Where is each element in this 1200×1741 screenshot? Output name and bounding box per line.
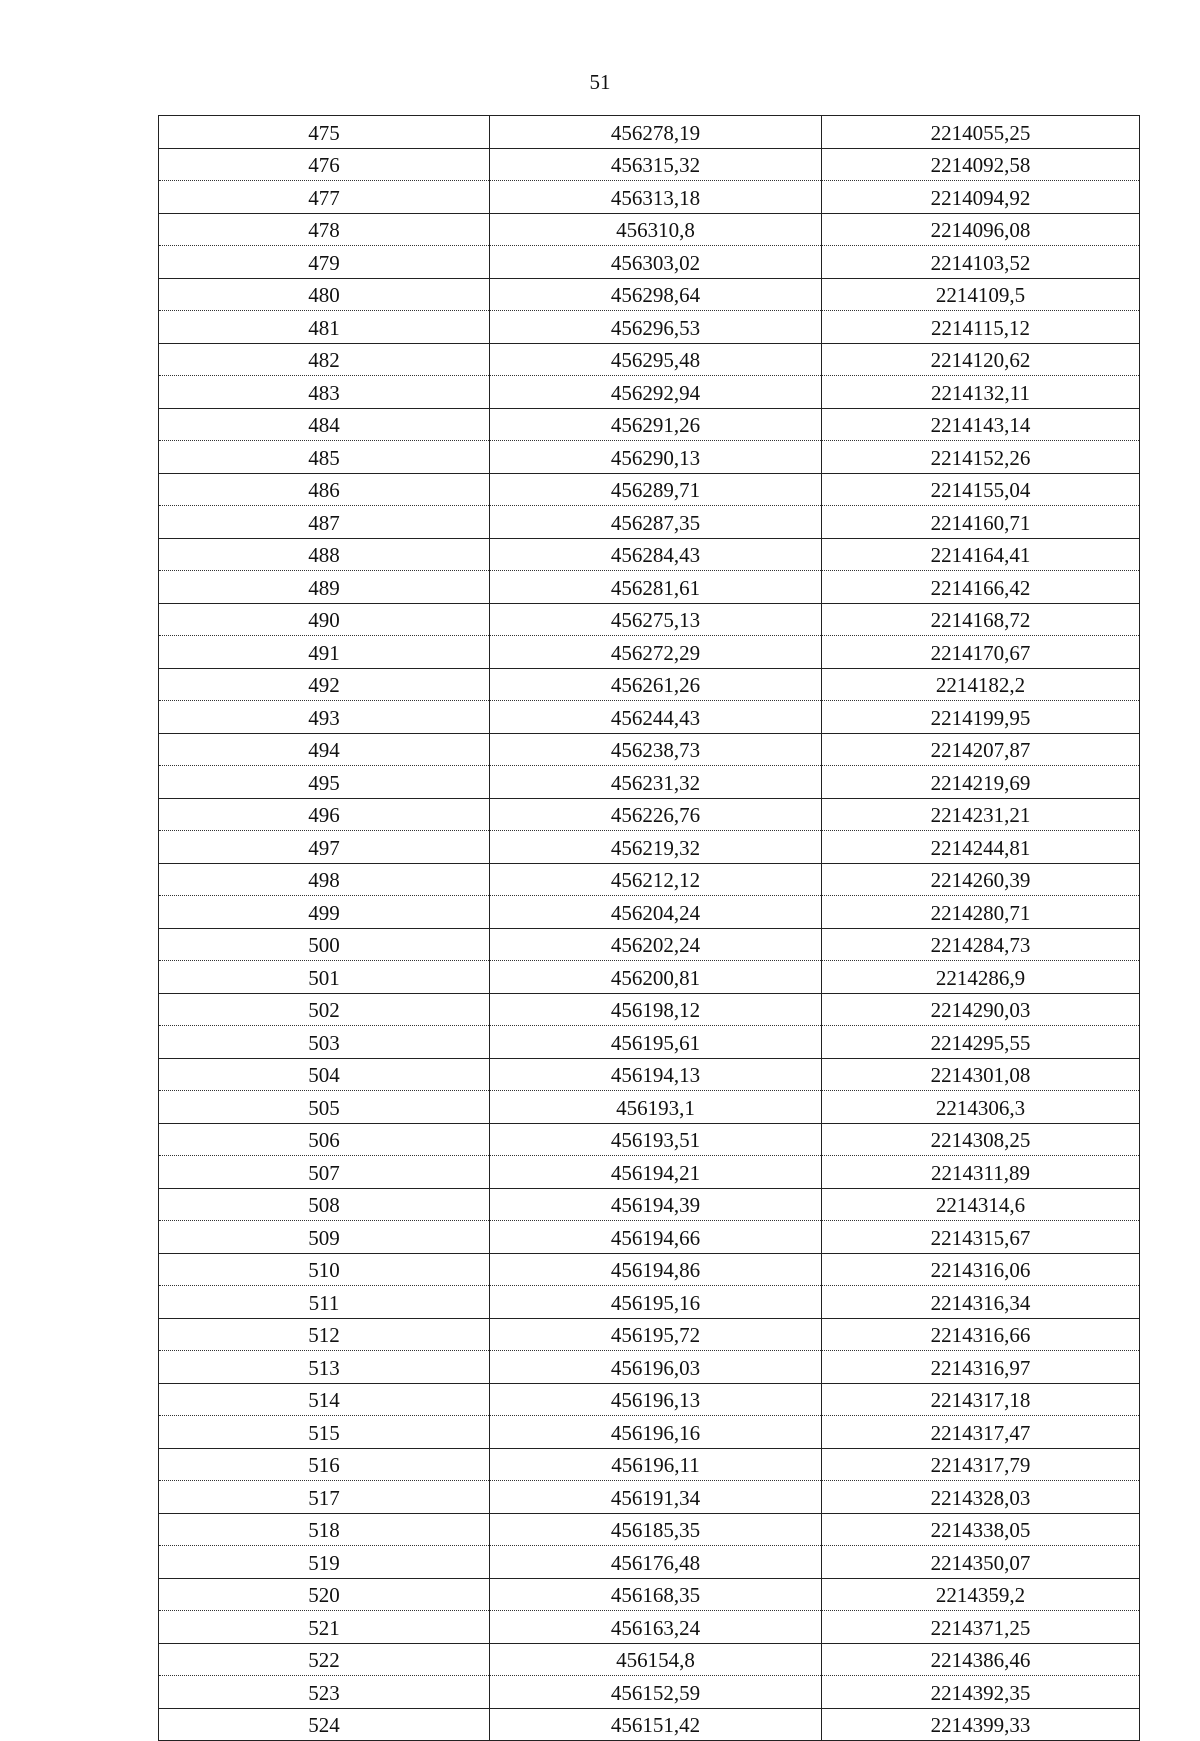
- x-coordinate-cell: 456275,13: [490, 603, 822, 636]
- y-coordinate-cell: 2214311,89: [822, 1156, 1140, 1189]
- y-coordinate-cell: 2214308,25: [822, 1123, 1140, 1156]
- x-coordinate-cell: 456281,61: [490, 571, 822, 604]
- table-row: [159, 1026, 1140, 1059]
- table-row: [159, 1188, 1140, 1221]
- point-number-cell: 475: [159, 116, 490, 149]
- table-row: [159, 1351, 1140, 1384]
- x-coordinate-cell: 456202,24: [490, 928, 822, 961]
- point-number-cell: 487: [159, 506, 490, 539]
- y-coordinate-cell: 2214168,72: [822, 603, 1140, 636]
- y-coordinate-cell: 2214317,47: [822, 1416, 1140, 1449]
- x-coordinate-cell: 456289,71: [490, 473, 822, 506]
- y-coordinate-cell: 2214199,95: [822, 701, 1140, 734]
- table-row: [159, 1318, 1140, 1351]
- x-coordinate-cell: 456226,76: [490, 798, 822, 831]
- point-number-cell: 486: [159, 473, 490, 506]
- x-coordinate-cell: 456151,42: [490, 1708, 822, 1741]
- point-number-cell: 518: [159, 1513, 490, 1546]
- point-number-cell: 506: [159, 1123, 490, 1156]
- x-coordinate-cell: 456303,02: [490, 246, 822, 279]
- table-row: [159, 116, 1140, 149]
- x-coordinate-cell: 456196,16: [490, 1416, 822, 1449]
- table-row: [159, 798, 1140, 831]
- table-row: [159, 311, 1140, 344]
- x-coordinate-cell: 456198,12: [490, 993, 822, 1026]
- table-row: [159, 1708, 1140, 1741]
- point-number-cell: 510: [159, 1253, 490, 1286]
- point-number-cell: 507: [159, 1156, 490, 1189]
- y-coordinate-cell: 2214055,25: [822, 116, 1140, 149]
- table-row: [159, 408, 1140, 441]
- point-number-cell: 476: [159, 148, 490, 181]
- point-number-cell: 505: [159, 1091, 490, 1124]
- x-coordinate-cell: 456238,73: [490, 733, 822, 766]
- point-number-cell: 484: [159, 408, 490, 441]
- x-coordinate-cell: 456193,1: [490, 1091, 822, 1124]
- table-row: [159, 1383, 1140, 1416]
- point-number-cell: 502: [159, 993, 490, 1026]
- table-row: [159, 181, 1140, 214]
- y-coordinate-cell: 2214392,35: [822, 1676, 1140, 1709]
- x-coordinate-cell: 456154,8: [490, 1643, 822, 1676]
- table-row: [159, 1578, 1140, 1611]
- point-number-cell: 514: [159, 1383, 490, 1416]
- x-coordinate-cell: 456313,18: [490, 181, 822, 214]
- x-coordinate-cell: 456212,12: [490, 863, 822, 896]
- point-number-cell: 508: [159, 1188, 490, 1221]
- table-row: [159, 766, 1140, 799]
- coordinates-table: [158, 115, 1140, 1741]
- page-number: 51: [589, 70, 611, 94]
- table-row: [159, 343, 1140, 376]
- y-coordinate-cell: 2214092,58: [822, 148, 1140, 181]
- y-coordinate-cell: 2214143,14: [822, 408, 1140, 441]
- x-coordinate-cell: 456287,35: [490, 506, 822, 539]
- table-row: [159, 1643, 1140, 1676]
- table-row: [159, 896, 1140, 929]
- point-number-cell: 493: [159, 701, 490, 734]
- point-number-cell: 524: [159, 1708, 490, 1741]
- point-number-cell: 515: [159, 1416, 490, 1449]
- table-row: [159, 1416, 1140, 1449]
- point-number-cell: 521: [159, 1611, 490, 1644]
- y-coordinate-cell: 2214306,3: [822, 1091, 1140, 1124]
- x-coordinate-cell: 456284,43: [490, 538, 822, 571]
- table-row: [159, 278, 1140, 311]
- table-row: [159, 1221, 1140, 1254]
- x-coordinate-cell: 456194,39: [490, 1188, 822, 1221]
- point-number-cell: 481: [159, 311, 490, 344]
- point-number-cell: 509: [159, 1221, 490, 1254]
- y-coordinate-cell: 2214359,2: [822, 1578, 1140, 1611]
- point-number-cell: 488: [159, 538, 490, 571]
- point-number-cell: 499: [159, 896, 490, 929]
- y-coordinate-cell: 2214371,25: [822, 1611, 1140, 1644]
- point-number-cell: 482: [159, 343, 490, 376]
- y-coordinate-cell: 2214314,6: [822, 1188, 1140, 1221]
- point-number-cell: 497: [159, 831, 490, 864]
- y-coordinate-cell: 2214219,69: [822, 766, 1140, 799]
- table-row: [159, 603, 1140, 636]
- y-coordinate-cell: 2214120,62: [822, 343, 1140, 376]
- x-coordinate-cell: 456194,21: [490, 1156, 822, 1189]
- table-row: [159, 376, 1140, 409]
- table-row: [159, 831, 1140, 864]
- table-row: [159, 441, 1140, 474]
- y-coordinate-cell: 2214170,67: [822, 636, 1140, 669]
- table-row: [159, 668, 1140, 701]
- y-coordinate-cell: 2214182,2: [822, 668, 1140, 701]
- y-coordinate-cell: 2214207,87: [822, 733, 1140, 766]
- point-number-cell: 498: [159, 863, 490, 896]
- x-coordinate-cell: 456231,32: [490, 766, 822, 799]
- table-row: [159, 1546, 1140, 1579]
- point-number-cell: 494: [159, 733, 490, 766]
- y-coordinate-cell: 2214295,55: [822, 1026, 1140, 1059]
- point-number-cell: 517: [159, 1481, 490, 1514]
- point-number-cell: 503: [159, 1026, 490, 1059]
- table-row: [159, 1611, 1140, 1644]
- point-number-cell: 523: [159, 1676, 490, 1709]
- y-coordinate-cell: 2214301,08: [822, 1058, 1140, 1091]
- table-row: [159, 961, 1140, 994]
- y-coordinate-cell: 2214280,71: [822, 896, 1140, 929]
- table-row: [159, 1091, 1140, 1124]
- point-number-cell: 491: [159, 636, 490, 669]
- x-coordinate-cell: 456291,26: [490, 408, 822, 441]
- x-coordinate-cell: 456244,43: [490, 701, 822, 734]
- point-number-cell: 483: [159, 376, 490, 409]
- y-coordinate-cell: 2214260,39: [822, 863, 1140, 896]
- y-coordinate-cell: 2214231,21: [822, 798, 1140, 831]
- x-coordinate-cell: 456310,8: [490, 213, 822, 246]
- point-number-cell: 485: [159, 441, 490, 474]
- table-row: [159, 1481, 1140, 1514]
- point-number-cell: 496: [159, 798, 490, 831]
- point-number-cell: 479: [159, 246, 490, 279]
- table-row: [159, 506, 1140, 539]
- point-number-cell: 512: [159, 1318, 490, 1351]
- x-coordinate-cell: 456295,48: [490, 343, 822, 376]
- y-coordinate-cell: 2214316,97: [822, 1351, 1140, 1384]
- x-coordinate-cell: 456298,64: [490, 278, 822, 311]
- y-coordinate-cell: 2214316,34: [822, 1286, 1140, 1319]
- y-coordinate-cell: 2214155,04: [822, 473, 1140, 506]
- table-row: [159, 701, 1140, 734]
- y-coordinate-cell: 2214094,92: [822, 181, 1140, 214]
- x-coordinate-cell: 456219,32: [490, 831, 822, 864]
- x-coordinate-cell: 456176,48: [490, 1546, 822, 1579]
- x-coordinate-cell: 456204,24: [490, 896, 822, 929]
- table-row: [159, 1123, 1140, 1156]
- table-row: [159, 1286, 1140, 1319]
- x-coordinate-cell: 456195,61: [490, 1026, 822, 1059]
- x-coordinate-cell: 456278,19: [490, 116, 822, 149]
- x-coordinate-cell: 456196,11: [490, 1448, 822, 1481]
- table-row: [159, 1253, 1140, 1286]
- x-coordinate-cell: 456194,13: [490, 1058, 822, 1091]
- x-coordinate-cell: 456194,66: [490, 1221, 822, 1254]
- y-coordinate-cell: 2214164,41: [822, 538, 1140, 571]
- y-coordinate-cell: 2214290,03: [822, 993, 1140, 1026]
- point-number-cell: 501: [159, 961, 490, 994]
- x-coordinate-cell: 456185,35: [490, 1513, 822, 1546]
- point-number-cell: 480: [159, 278, 490, 311]
- y-coordinate-cell: 2214096,08: [822, 213, 1140, 246]
- table-row: [159, 538, 1140, 571]
- x-coordinate-cell: 456296,53: [490, 311, 822, 344]
- x-coordinate-cell: 456292,94: [490, 376, 822, 409]
- y-coordinate-cell: 2214109,5: [822, 278, 1140, 311]
- point-number-cell: 478: [159, 213, 490, 246]
- y-coordinate-cell: 2214166,42: [822, 571, 1140, 604]
- y-coordinate-cell: 2214399,33: [822, 1708, 1140, 1741]
- table-row: [159, 473, 1140, 506]
- point-number-cell: 511: [159, 1286, 490, 1319]
- point-number-cell: 513: [159, 1351, 490, 1384]
- table-row: [159, 148, 1140, 181]
- y-coordinate-cell: 2214132,11: [822, 376, 1140, 409]
- table-row: [159, 1156, 1140, 1189]
- y-coordinate-cell: 2214115,12: [822, 311, 1140, 344]
- y-coordinate-cell: 2214103,52: [822, 246, 1140, 279]
- point-number-cell: 495: [159, 766, 490, 799]
- point-number-cell: 516: [159, 1448, 490, 1481]
- x-coordinate-cell: 456315,32: [490, 148, 822, 181]
- table-row: [159, 733, 1140, 766]
- x-coordinate-cell: 456200,81: [490, 961, 822, 994]
- table-row: [159, 1676, 1140, 1709]
- point-number-cell: 490: [159, 603, 490, 636]
- x-coordinate-cell: 456196,03: [490, 1351, 822, 1384]
- table-row: [159, 1058, 1140, 1091]
- table-row: [159, 1513, 1140, 1546]
- table-row: [159, 1448, 1140, 1481]
- table-row: [159, 993, 1140, 1026]
- table-row: [159, 213, 1140, 246]
- x-coordinate-cell: 456272,29: [490, 636, 822, 669]
- x-coordinate-cell: 456196,13: [490, 1383, 822, 1416]
- y-coordinate-cell: 2214316,06: [822, 1253, 1140, 1286]
- x-coordinate-cell: 456195,72: [490, 1318, 822, 1351]
- y-coordinate-cell: 2214317,79: [822, 1448, 1140, 1481]
- y-coordinate-cell: 2214286,9: [822, 961, 1140, 994]
- y-coordinate-cell: 2214328,03: [822, 1481, 1140, 1514]
- table-row: [159, 636, 1140, 669]
- x-coordinate-cell: 456261,26: [490, 668, 822, 701]
- x-coordinate-cell: 456195,16: [490, 1286, 822, 1319]
- y-coordinate-cell: 2214244,81: [822, 831, 1140, 864]
- table-row: [159, 571, 1140, 604]
- point-number-cell: 522: [159, 1643, 490, 1676]
- y-coordinate-cell: 2214350,07: [822, 1546, 1140, 1579]
- x-coordinate-cell: 456163,24: [490, 1611, 822, 1644]
- point-number-cell: 489: [159, 571, 490, 604]
- point-number-cell: 477: [159, 181, 490, 214]
- x-coordinate-cell: 456168,35: [490, 1578, 822, 1611]
- x-coordinate-cell: 456193,51: [490, 1123, 822, 1156]
- point-number-cell: 500: [159, 928, 490, 961]
- x-coordinate-cell: 456152,59: [490, 1676, 822, 1709]
- x-coordinate-cell: 456290,13: [490, 441, 822, 474]
- coordinates-table-body: [159, 116, 1140, 1741]
- x-coordinate-cell: 456191,34: [490, 1481, 822, 1514]
- point-number-cell: 520: [159, 1578, 490, 1611]
- x-coordinate-cell: 456194,86: [490, 1253, 822, 1286]
- table-row: [159, 246, 1140, 279]
- table-row: [159, 863, 1140, 896]
- y-coordinate-cell: 2214316,66: [822, 1318, 1140, 1351]
- y-coordinate-cell: 2214152,26: [822, 441, 1140, 474]
- point-number-cell: 492: [159, 668, 490, 701]
- y-coordinate-cell: 2214284,73: [822, 928, 1140, 961]
- y-coordinate-cell: 2214386,46: [822, 1643, 1140, 1676]
- y-coordinate-cell: 2214338,05: [822, 1513, 1140, 1546]
- point-number-cell: 504: [159, 1058, 490, 1091]
- y-coordinate-cell: 2214160,71: [822, 506, 1140, 539]
- point-number-cell: 519: [159, 1546, 490, 1579]
- y-coordinate-cell: 2214317,18: [822, 1383, 1140, 1416]
- table-row: [159, 928, 1140, 961]
- y-coordinate-cell: 2214315,67: [822, 1221, 1140, 1254]
